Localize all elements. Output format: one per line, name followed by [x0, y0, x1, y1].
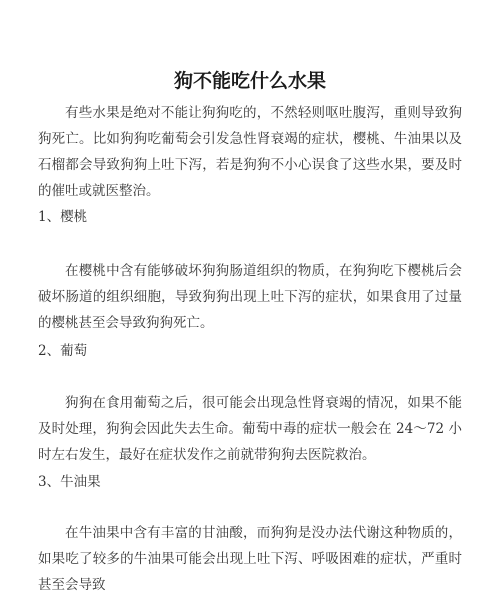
intro-paragraph: 有些水果是绝对不能让狗狗吃的，不然轻则呕吐腹泻，重则导致狗狗死亡。比如狗狗吃葡萄会引发急性肾衰竭的症状，樱桃、牛油果以及石榴都会导致狗狗上吐下泻，若是狗狗不小心误食了这些水果，要及时的催吐或就医整治。: [38, 105, 462, 199]
section-body-cherry: 在樱桃中含有能够破坏狗狗肠道组织的物质，在狗狗吃下樱桃后会破坏肠道的组织细胞，导致狗狗出现上吐下泻的症状，如果食用了过量的樱桃甚至会导致狗狗死亡。: [38, 263, 462, 331]
section-body-avocado: 在牛油果中含有丰富的甘油酸，而狗狗是没办法代谢这种物质的，如果吃了较多的牛油果可能会出现上吐下泻、呼吸困难的症状，严重时甚至会导致: [38, 525, 462, 593]
section-heading-avocado: 3、牛油果: [38, 474, 101, 490]
section-heading-cherry: 1、樱桃: [38, 209, 88, 225]
section-heading-grape: 2、葡萄: [38, 343, 88, 359]
section-body-grape: 狗狗在食用葡萄之后，很可能会出现急性肾衰竭的情况，如果不能及时处理，狗狗会因此失去生命。葡萄中毒的症状一般会在 24～72 小时左右发生，最好在症状发作之前就带狗狗去医院救治。: [38, 395, 462, 463]
document-title: 狗不能吃什么水果: [173, 70, 326, 92]
